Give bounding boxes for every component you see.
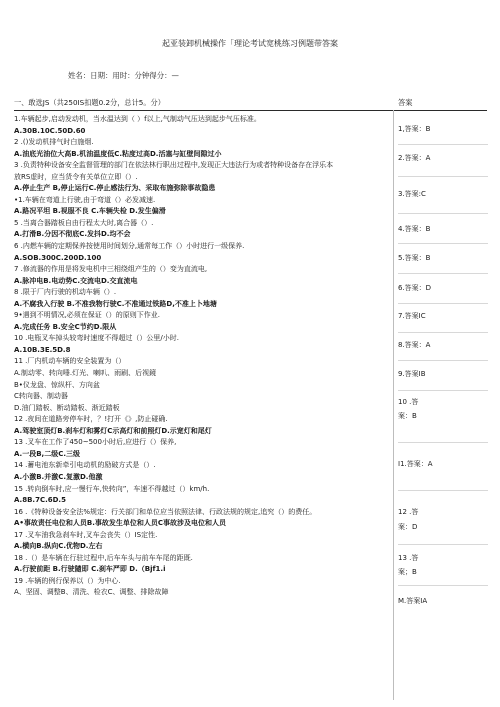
answer-separator xyxy=(398,303,488,304)
question-line: 11 .厂内机动车辆的安全装置为（） xyxy=(14,357,126,366)
question-line: C转向器、制动器 xyxy=(14,392,68,401)
section-title: 一、敢选JS（共250IS扣题0.2分，总计5。分） xyxy=(14,98,165,107)
question-line: B•仪龙盘、惊纵杆、方向盆 xyxy=(14,380,100,389)
question-line: A、坚固、调整B、清洗、检衣C、调整、排除故障 xyxy=(14,588,169,597)
answer-entry: 2.答案：A xyxy=(398,154,431,162)
question-line: A.10B.3E.5D.8 xyxy=(14,345,71,354)
question-line: •1.车辆在弯道上行驶,由于弯道（）必发减速. xyxy=(14,195,156,204)
answer-entry: I1.答案：A xyxy=(398,460,433,468)
question-line: 7 .修流器的作用是将发电机中三相绕组产生的（）变为直流电, xyxy=(14,265,208,274)
question-line: A.驾驶室顶灯B.刹车灯和雾灯C示高灯和前照灯D.示宽灯和尾灯 xyxy=(14,426,212,435)
answer-entry: M.答案IA xyxy=(398,597,428,605)
answer-separator xyxy=(398,144,488,145)
question-line: A.横向B.纵向C.优物D.左右 xyxy=(14,542,103,551)
question-line: A.不腐我入行驶 B.不准我物行驶C.不准通过铁路D,不准上卜地塘 xyxy=(14,299,217,308)
answer-entry: 10 .答 xyxy=(398,398,419,406)
column-divider xyxy=(393,110,394,700)
answer-separator xyxy=(398,243,488,244)
answer-separator xyxy=(398,176,488,177)
question-line: A.小激B.并激C.复激D.他激 xyxy=(14,472,103,481)
question-line: A.路况平坦 B.视服不良 C.车辆失检 D.发生偏滑 xyxy=(14,207,166,216)
question-line: 6 .内燃车辆的定期保养按使用时间划分,通常每工作（）小时进行一级保养. xyxy=(14,242,245,251)
question-line: 13 .叉车在工作了450~500小时后,应进行（）保养, xyxy=(14,438,177,447)
answer-separator xyxy=(398,442,488,443)
answer-separator xyxy=(398,490,488,491)
answer-separator xyxy=(398,585,488,586)
question-line: A•事故责任电位和人员B.事故发生单位和人员C事故涉及电位和人员 xyxy=(14,519,227,528)
answer-entry: 案：D xyxy=(398,523,418,531)
question-line: 15 .转向倒车时,应一慢行车,快转向”，车速不得越过（）km/h. xyxy=(14,484,210,493)
question-line: 1.车辆起步,启动发动机，当水温达到（ ）f以上,气制动气压达到起步气压标准。 xyxy=(14,115,261,123)
answer-separator xyxy=(398,273,488,274)
answer-entry: 13 .答 xyxy=(398,554,419,562)
question-line: 19 .车辆的例行保养以（）为中心. xyxy=(14,576,121,585)
answer-entry: 4.答案：B xyxy=(398,225,431,233)
question-line: A.一段B,二级C.三级 xyxy=(14,449,80,458)
question-line: 3 .负责特种设备安全监督管理的部门在依法林行职出过程中,发现正大违法行为或者特种设备存在浮乐本 xyxy=(14,161,334,170)
question-line: A.SOB.300C.200D.100 xyxy=(14,253,102,262)
question-line: 5 .当离合器踏板自由行程太大时,离合器（）. xyxy=(14,218,154,227)
answer-separator xyxy=(398,544,488,545)
answer-entry: 案：B xyxy=(398,412,417,420)
question-line: A.停止生产 B,停止运行C.停止感法行为、采取布施弥除事故隐患 xyxy=(14,184,216,193)
answer-separator xyxy=(398,213,488,214)
question-line: 17 .叉车油我急刹车时,叉车会丧失（）IS定性. xyxy=(14,530,158,539)
answer-entry: 9.答案IB xyxy=(398,370,426,378)
question-line: A.完成任务 B.安全C节约D.限从 xyxy=(14,322,117,331)
question-line: 8 .限于厂内行驶的机动车辆（）. xyxy=(14,288,117,297)
question-line: 10 .电瓶叉车掉头较弯时速度不得超过（）公里/小时. xyxy=(14,334,179,343)
answer-entry: 1,答案：B xyxy=(398,125,431,133)
question-line: 放RS虚时，应当货令有关单位立即（）. xyxy=(14,172,138,181)
answer-entry: 7.答案IC xyxy=(398,312,426,320)
exam-meta-line: 姓名：日期：用时：分钟得分：— xyxy=(68,71,179,80)
answer-entry: 6.答案：D xyxy=(398,284,432,292)
question-line: 16 .《特种设备安全法%规定：行关部门和单位应当依照法律、行政法规的规定,追究（）的费任。 xyxy=(14,507,317,516)
question-line: 14 .蓄电池东新牵引电动机的励破方式是（）. xyxy=(14,461,156,470)
question-line: A.打滑B.分因不彻底C.发抖D.均不会 xyxy=(14,230,131,239)
answer-separator xyxy=(398,390,488,391)
question-line: 2 .()发动机排气时白施烟. xyxy=(14,138,94,147)
answer-entry: 案；B xyxy=(398,568,417,576)
document-title: 起亚装卸机械操作「理论考试宽桃练习例题带答案 xyxy=(162,39,338,48)
answer-entry: 5.答案：B xyxy=(398,254,431,262)
header-rule xyxy=(14,110,487,111)
question-column xyxy=(14,114,390,599)
answer-entry: 12 .答 xyxy=(398,508,419,516)
question-line: 18 .（）是车辆在行驻过程中,后车车头与前车车尾的距既. xyxy=(14,553,193,562)
answer-separator xyxy=(398,332,488,333)
question-line: A.30B.10C.50D.60 xyxy=(14,126,86,135)
question-line: D.油门踏板、断动踏板、渐近踏板 xyxy=(14,403,120,412)
answer-entry: 3.答案:C xyxy=(398,190,426,198)
question-line: 9•遇到不明情况,必须在保证（）的原则下作业. xyxy=(14,311,161,320)
answer-separator xyxy=(398,360,488,361)
question-line: A.8B.7C.6D.5 xyxy=(14,496,66,505)
answer-entry: 8.答案：A xyxy=(398,341,431,349)
question-line: A.制动零、转向唾.灯光、喇叭、雨刷、后视鏡 xyxy=(14,369,157,378)
question-line: 12 .夜间在道路旁停车时，？!打开《》,防止碰确. xyxy=(14,415,168,424)
question-line: A.行驶前距 B.行驶隨即 C.刹车严即 D.（Bjf1.i xyxy=(14,565,166,574)
question-line: A.脉冲电B.电动势C.交流电D.交直流电 xyxy=(14,276,138,285)
question-line: A.油底光油位大高B.机油温度低C.粘度过高D.活塞与缸壁间隙过小 xyxy=(14,149,222,158)
answer-column-header: 答案 xyxy=(398,98,413,107)
